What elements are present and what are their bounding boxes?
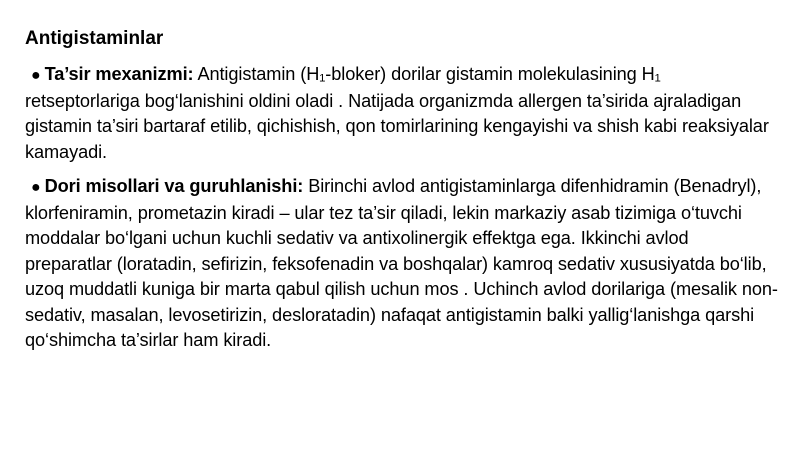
paragraph-mechanism [25,62,780,165]
bullet-icon: ● [31,67,41,84]
paragraph-lead: Dori misollari va guruhlanishi: [44,176,304,196]
paragraph-lead: Ta’sir mexanizmi: [44,64,194,84]
slide-content [25,26,780,363]
paragraph-drug-examples [25,174,780,354]
slide-title: Antigistaminlar [25,28,164,49]
bullet-icon: ● [31,179,41,196]
paragraph-text: Birinchi avlod antigistaminlarga difenhidramin (Benadryl), klorfeniramin, prometazin kiradi – ular tez ta’sir qiladi, lekin markaziy asab tizimiga o‘tuvchi moddalar bo‘lgani uchun kuchli sedativ va antixolinergik effektga ega. Ikkinchi avlod preparatlar (loratadin, sefirizin, feksofenadin va boshqalar) kamroq sedativ xususiyatda bo‘lib, uzoq muddatli kuniga bir marta qabul qilish uchun mos . Uchinch avlod dorilariga (mesalik non-sedativ, masalan, levosetirizin, desloratadin) nafaqat antigistamin balki yallig‘lanishga qarshi qo‘shimcha ta’sirlar ham kiradi. [25,176,778,350]
paragraph-text: Antigistamin (H₁-bloker) dorilar gistamin molekulasining H₁ retseptorlariga bog‘lanishini oldini oladi . Natijada organizmda allergen ta’sirida ajraladigan gistamin ta’siri bartaraf etilib, qichishish, qon tomirlarining kengayishi va shish kabi reaksiyalar kamayadi. [25,64,769,162]
